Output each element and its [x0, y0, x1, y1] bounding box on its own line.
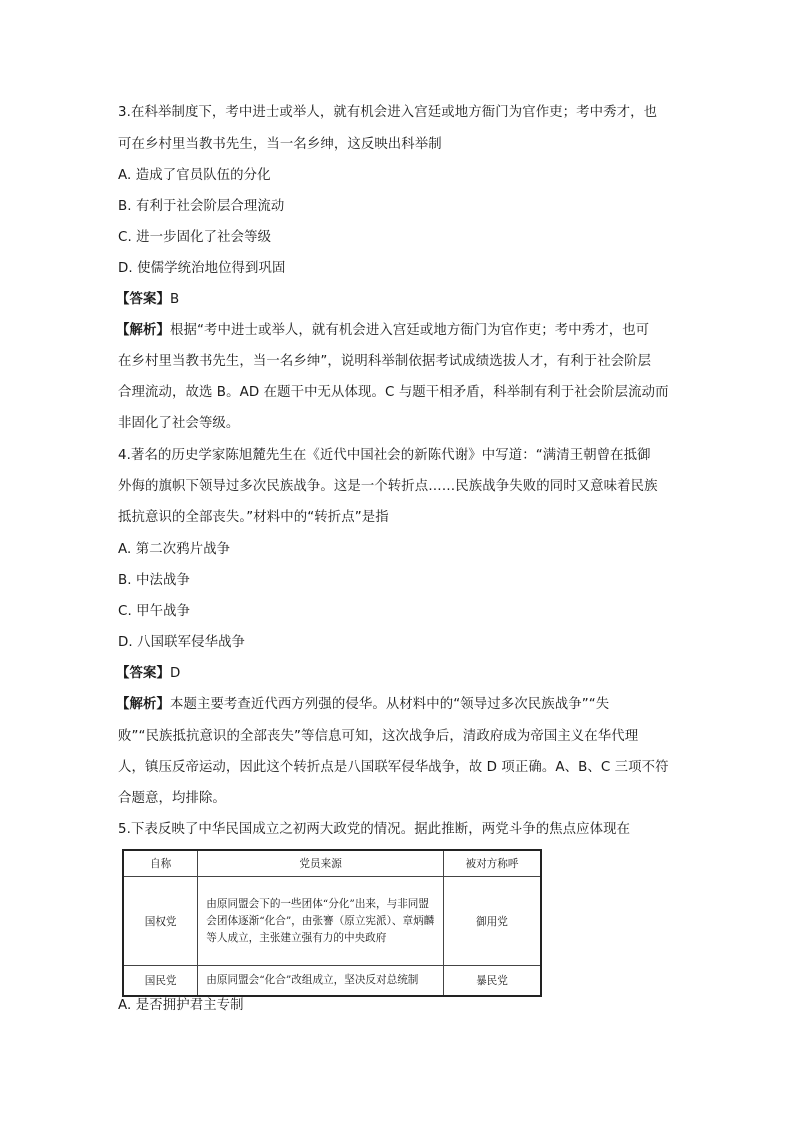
q3-option-c: C. 进一步固化了社会等级	[118, 230, 272, 245]
q3-option-b: B. 有利于社会阶层合理流动	[118, 199, 285, 214]
table-header: 被对方称呼	[443, 850, 541, 877]
table-header-row	[123, 850, 541, 877]
q3-analysis-line-2: 在乡村里当教书先生，当一名乡绅”，说明科举制依据考试成绩选拔人才，有利于社会阶层	[118, 354, 652, 369]
party-source-cell: 由原同盟会“化合”改组成立，坚决反对总统制	[198, 966, 444, 997]
answer-value: D	[169, 666, 181, 681]
q5-option-a: A. 是否拥护君主专制	[118, 998, 244, 1013]
q4-answer	[116, 664, 180, 684]
q3-option-d: D. 使儒学统治地位得到巩固	[118, 261, 286, 276]
table-row	[123, 966, 541, 997]
q4-analysis-line-4: 合题意，均排除。	[118, 791, 226, 806]
party-called-cell: 御用党	[443, 877, 541, 966]
q3-analysis-line-3: 合理流动，故选 B。AD 在题干中无从体现。C 与题干相矛盾，科举制有利于社会阶层流动而	[118, 385, 669, 400]
party-name-cell: 国民党	[123, 966, 198, 997]
q4-analysis-line-1	[116, 695, 609, 715]
party-name-cell: 国权党	[123, 877, 198, 966]
q4-option-d: D. 八国联军侵华战争	[118, 635, 246, 650]
table-header: 党员来源	[198, 850, 444, 877]
party-source-cell: 由原同盟会下的一些团体“分化”出来，与非同盟会团体逐渐“化合”，由张謇（原立宪派）、章炳麟等人成立，主张建立强有力的中央政府	[198, 877, 444, 966]
q3-answer	[116, 290, 179, 310]
q4-analysis-line-3: 人，镇压反帝运动，因此这个转折点是八国联军侵华战争，故 D 项正确。A、B、C 三项不符	[118, 760, 669, 775]
q4-stem-line-2: 外侮的旗帜下领导过多次民族战争。这是一个转折点……民族战争失败的同时又意味着民族	[118, 479, 658, 494]
q5-stem: 5.下表反映了中华民国成立之初两大政党的情况。据此推断，两党斗争的焦点应体现在	[118, 822, 631, 837]
analysis-text: 根据“考中进士或举人，就有机会进入宫廷或地方衙门为官作吏；考中秀才，也可	[169, 323, 650, 338]
answer-tag: 【答案】	[116, 666, 170, 681]
answer-tag: 【答案】	[116, 292, 170, 307]
q3-option-a: A. 造成了官员队伍的分化	[118, 168, 271, 183]
analysis-text: 本题主要考查近代西方列强的侵华。从材料中的“领导过多次民族战争”“失	[169, 697, 610, 712]
q3-analysis-line-4: 非固化了社会等级。	[118, 416, 240, 431]
q4-option-b: B. 中法战争	[118, 573, 190, 588]
q3-analysis-line-1	[116, 321, 649, 341]
parties-table	[122, 849, 542, 997]
analysis-tag: 【解析】	[116, 697, 170, 712]
q3-stem-line-1: 3.在科举制度下，考中进士或举人，就有机会进入宫廷或地方衙门为官作吏；考中秀才，也	[118, 105, 658, 120]
q4-analysis-line-2: 败”“民族抵抗意识的全部丧失”等信息可知，这次战争后，清政府成为帝国主义在华代理	[118, 729, 639, 744]
q4-option-c: C. 甲午战争	[118, 604, 191, 619]
party-called-cell: 暴民党	[443, 966, 541, 997]
answer-value: B	[169, 292, 180, 307]
q4-option-a: A. 第二次鸦片战争	[118, 542, 231, 557]
q4-stem-line-3: 抵抗意识的全部丧失。”材料中的“转折点”是指	[118, 510, 389, 525]
table-header: 自称	[123, 850, 198, 877]
table-row	[123, 877, 541, 966]
q3-stem-line-2: 可在乡村里当教书先生，当一名乡绅，这反映出科举制	[118, 137, 442, 152]
analysis-tag: 【解析】	[116, 323, 170, 338]
q4-stem-line-1: 4.著名的历史学家陈旭麓先生在《近代中国社会的新陈代谢》中写道：“满清王朝曾在抵御	[118, 448, 651, 463]
